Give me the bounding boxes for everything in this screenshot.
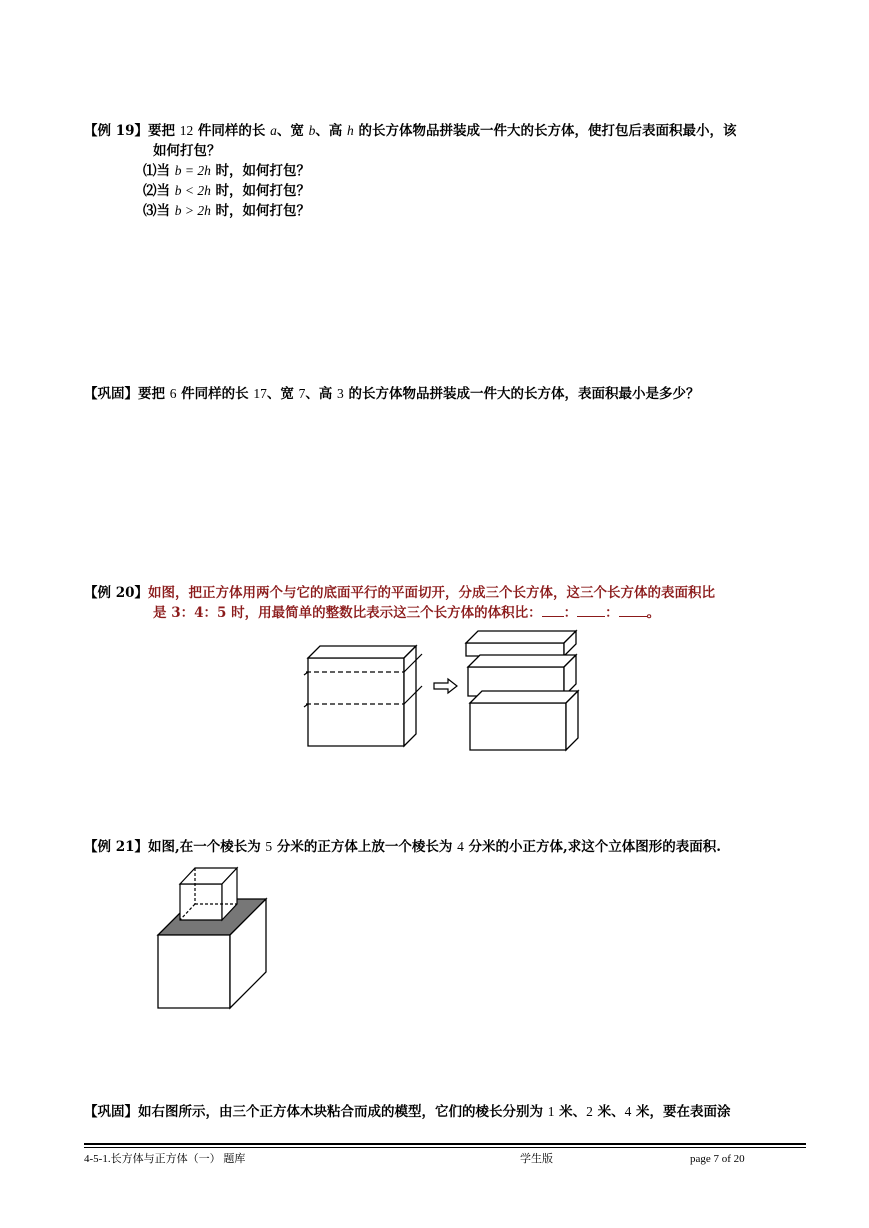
example-19-tag: 【例 19】 [84,123,148,139]
footer-rule-thick [84,1143,806,1145]
example-19-item-3: ⑶当 b > 2h 时，如何打包？ [143,203,311,219]
piece-top-front [466,643,564,656]
answer-blank-2[interactable] [577,604,605,617]
piece-bottom-front [470,703,566,750]
piece-top-top [466,631,576,643]
arrow-icon [434,679,457,693]
example-21-tag: 【例 21】 [84,839,148,855]
cube-cut-figure [300,628,590,758]
example-19-item-2: ⑵当 b < 2h 时，如何打包？ [143,183,311,199]
example-19-item-1: ⑴当 b = 2h 时，如何打包？ [143,163,311,179]
example-20-line-2: 是 3：4：5 时，用最简单的整数比表示这三个长方体的体积比： ： ： 。 [153,605,661,621]
footer-page-number: page 7 of 20 [690,1153,745,1165]
answer-blank-3[interactable] [619,604,647,617]
answer-blank-1[interactable] [542,604,564,617]
piece-bottom-top [470,691,578,703]
consolidate-2: 【巩固】如右图所示，由三个正方体木块粘合而成的模型，它们的棱长分别为 1 米、2 米、4 米，要在表面涂 [84,1104,731,1120]
cube-front-face [308,658,404,746]
small-cube-front-face [180,884,222,920]
consolidate-1: 【巩固】要把 6 件同样的长 17、宽 7、高 3 的长方体物品拼装成一件大的长方体，表面积最小是多少？ [84,386,700,402]
example-20-tag: 【例 20】 [84,585,148,601]
example-20-line-1: 【例 20】如图，把正方体用两个与它的底面平行的平面切开，分成三个长方体，这三个长方体的表面积比 [84,585,715,601]
footer-center: 学生版 [520,1153,553,1165]
example-19-line-2: 如何打包？ [153,143,221,159]
footer-left: 4-5-1.长方体与正方体（一） 题库 [84,1153,246,1165]
example-21: 【例 21】如图,在一个棱长为 5 分米的正方体上放一个棱长为 4 分米的小正方体,求这个立体图形的表面积. [84,839,721,855]
cube-top-face [308,646,416,658]
consolidate-1-tag: 【巩固】 [84,386,138,402]
footer-rule-thin [84,1147,806,1148]
consolidate-2-tag: 【巩固】 [84,1104,138,1120]
example-19-line-1: 【例 19】要把 12 件同样的长 a、宽 b、高 h 的长方体物品拼装成一件大的长方体，使打包后表面积最小，该 [84,123,737,139]
stacked-cubes-figure [150,862,275,1012]
big-cube-front-face [158,935,230,1008]
piece-middle-top [468,655,576,667]
